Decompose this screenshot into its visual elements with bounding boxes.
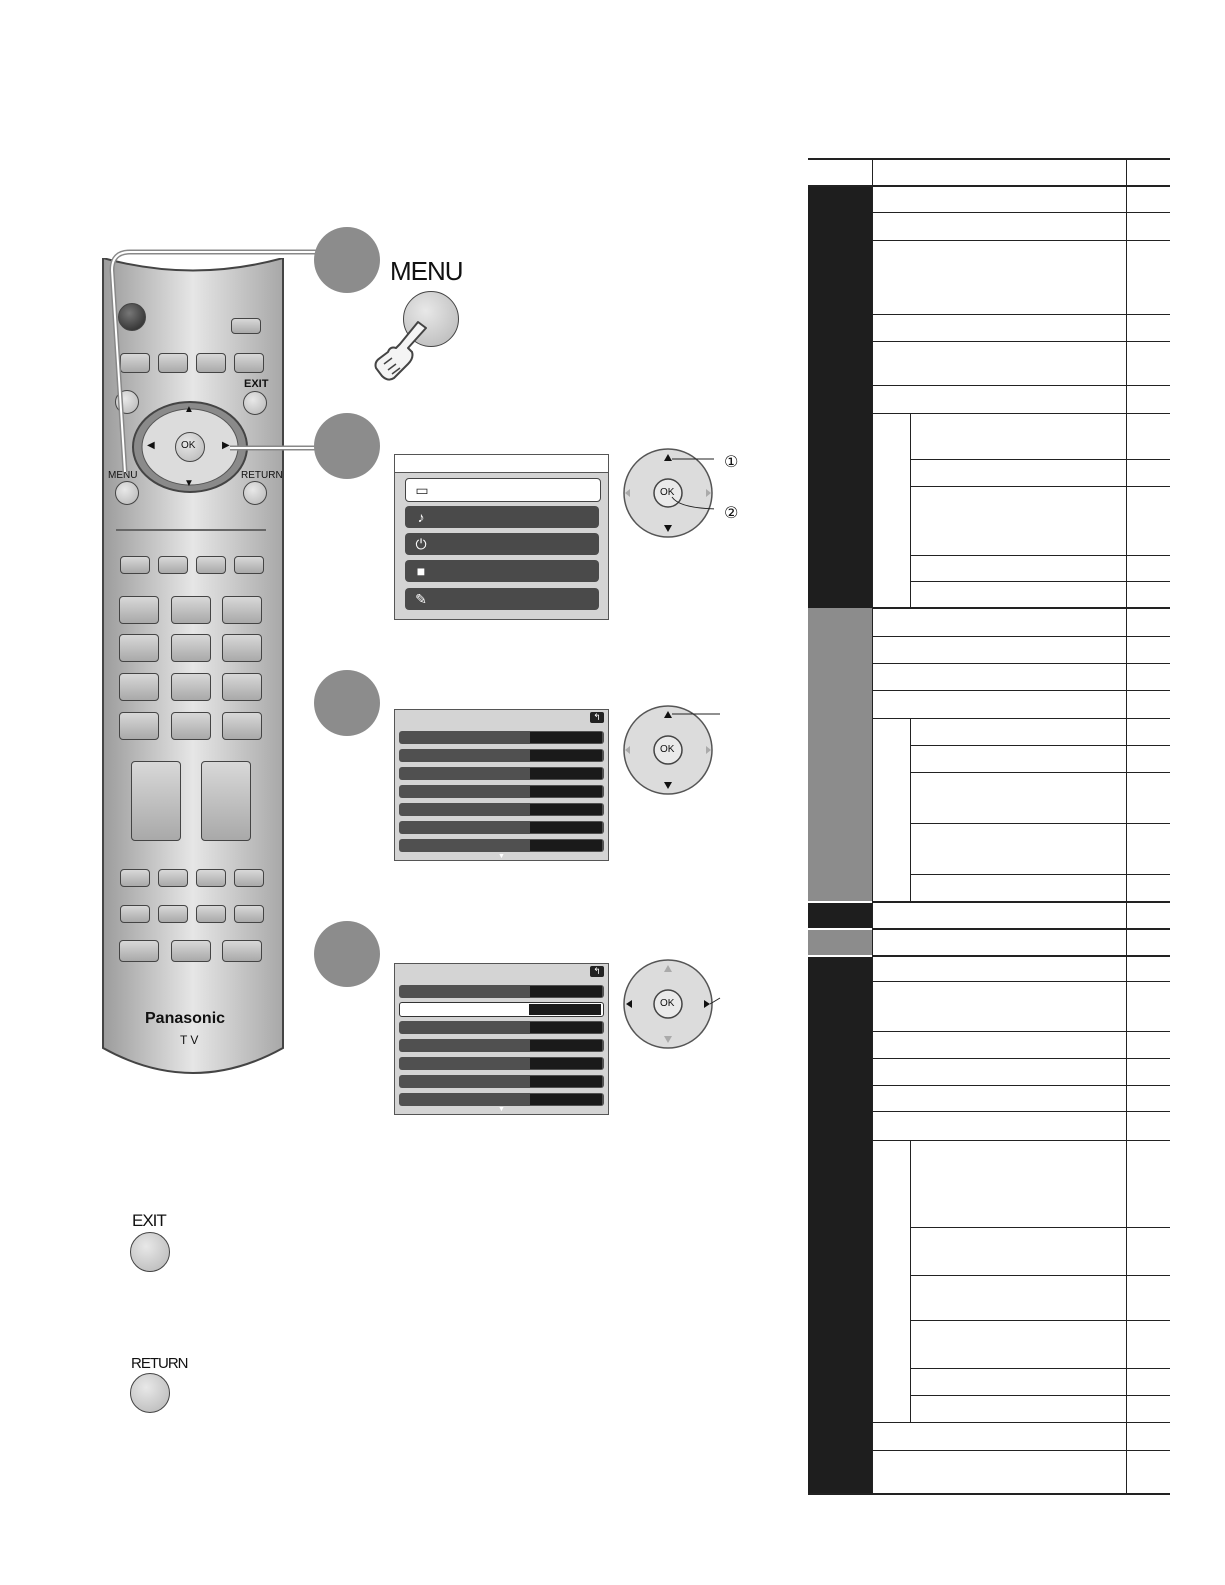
picture-icon: ▭: [415, 482, 429, 498]
table-row-rule: [910, 1275, 1170, 1276]
exit-button[interactable]: [130, 1232, 170, 1272]
table-row-rule: [872, 690, 1170, 691]
remote-button[interactable]: [196, 869, 226, 887]
remote-up-arrow[interactable]: ▲: [184, 404, 194, 415]
table-bottom-rule: [808, 1493, 1170, 1495]
remote-button[interactable]: [158, 905, 188, 923]
return-button[interactable]: [130, 1373, 170, 1413]
table-category-audio: [808, 608, 872, 901]
table-subdivider: [910, 414, 911, 608]
marker-one: ①: [724, 454, 739, 471]
submenu-row[interactable]: [399, 1039, 604, 1052]
table-row-rule: [872, 1450, 1170, 1451]
remote-brand: Panasonic: [145, 1010, 226, 1027]
table-row-rule: [872, 718, 1170, 719]
submenu-row[interactable]: [399, 785, 604, 798]
return-label: RETURN: [131, 1355, 188, 1372]
number-key[interactable]: [222, 712, 262, 740]
table-row-rule: [910, 772, 1170, 773]
table-row-rule: [910, 581, 1170, 582]
table-row-rule: [872, 212, 1170, 213]
table-row-rule: [872, 636, 1170, 637]
step-4-circle: [314, 921, 380, 987]
table-row-rule: [910, 1320, 1170, 1321]
remote-button[interactable]: [119, 940, 159, 962]
back-icon[interactable]: ↰: [590, 712, 604, 723]
table-category-setup: [808, 957, 872, 1495]
table-section-rule: [872, 928, 1170, 930]
table-row-rule: [872, 1085, 1170, 1086]
menu-item-timer[interactable]: [405, 533, 599, 555]
submenu-row[interactable]: [399, 1075, 604, 1088]
main-menu-header: [395, 455, 608, 473]
menu-item-audio[interactable]: [405, 506, 599, 528]
menu-button-label: MENU: [390, 256, 463, 286]
remote-ok-label: OK: [181, 440, 196, 451]
scroll-down-icon: ▼: [498, 853, 505, 860]
number-key[interactable]: [119, 596, 159, 624]
table-row-rule: [872, 1031, 1170, 1032]
menu-item-picture[interactable]: [405, 478, 601, 502]
main-menu-screen: [394, 454, 609, 620]
back-icon[interactable]: ↰: [590, 966, 604, 977]
table-row-rule: [872, 1422, 1170, 1423]
table-row-rule: [872, 341, 1170, 342]
timer-icon: ⏻: [415, 536, 427, 552]
remote-button[interactable]: [171, 940, 211, 962]
remote-exit-label: EXIT: [244, 378, 269, 390]
remote-button[interactable]: [158, 556, 188, 574]
submenu-row[interactable]: [399, 839, 604, 852]
number-key[interactable]: [222, 673, 262, 701]
table-row-rule: [872, 1111, 1170, 1112]
remote-button[interactable]: [120, 905, 150, 923]
setup-icon: ✎: [415, 591, 427, 607]
submenu-row[interactable]: [399, 749, 604, 762]
marker-two: ②: [724, 505, 739, 522]
table-row-rule: [910, 1368, 1170, 1369]
table-row-rule: [910, 555, 1170, 556]
remote-down-arrow[interactable]: ▼: [184, 478, 194, 489]
number-key[interactable]: [119, 634, 159, 662]
table-row-rule: [872, 413, 1170, 414]
volume-rocker[interactable]: [131, 761, 181, 841]
number-key[interactable]: [119, 712, 159, 740]
number-key[interactable]: [119, 673, 159, 701]
number-key[interactable]: [222, 634, 262, 662]
remote-menu-label: MENU: [108, 470, 138, 481]
step2-ok-label: OK: [660, 487, 675, 498]
remote-button[interactable]: [234, 556, 264, 574]
remote-button[interactable]: [234, 905, 264, 923]
menu-structure-table: [808, 158, 1170, 1495]
table-section-rule: [872, 607, 1170, 609]
submenu-row[interactable]: [399, 1057, 604, 1070]
step-3-circle: [314, 670, 380, 736]
table-category-timer: [808, 903, 872, 928]
step3-ok-label: OK: [660, 744, 675, 755]
table-row-rule: [910, 1395, 1170, 1396]
remote-button[interactable]: [196, 556, 226, 574]
remote-button[interactable]: [196, 905, 226, 923]
submenu-row[interactable]: [399, 1093, 604, 1106]
number-key[interactable]: [222, 596, 262, 624]
submenu-row[interactable]: [399, 767, 604, 780]
table-row-rule: [872, 314, 1170, 315]
table-row-rule: [872, 240, 1170, 241]
table-category-lock: [808, 930, 872, 955]
table-category-picture: [808, 187, 872, 608]
number-key[interactable]: [171, 596, 211, 624]
table-row-rule: [910, 1227, 1170, 1228]
remote-button[interactable]: [120, 869, 150, 887]
table-section-rule: [872, 955, 1170, 957]
audio-icon: ♪: [417, 509, 425, 525]
channel-rocker[interactable]: [201, 761, 251, 841]
number-key[interactable]: [171, 634, 211, 662]
scroll-down-icon: ▼: [498, 1106, 505, 1113]
table-row-rule: [910, 874, 1170, 875]
number-key[interactable]: [171, 712, 211, 740]
remote-left-arrow[interactable]: ◀: [147, 440, 155, 451]
submenu-row[interactable]: [399, 731, 604, 744]
table-row-rule: [872, 1140, 1170, 1141]
submenu-row[interactable]: [399, 821, 604, 834]
remote-button[interactable]: [120, 556, 150, 574]
table-row-rule: [910, 823, 1170, 824]
table-row-rule: [872, 1058, 1170, 1059]
remote-return-label: RETURN: [241, 470, 283, 481]
submenu-row[interactable]: [399, 803, 604, 816]
remote-right-arrow[interactable]: ▶: [222, 440, 230, 451]
step-1-circle: [314, 227, 380, 293]
number-key[interactable]: [171, 673, 211, 701]
remote-button[interactable]: [158, 869, 188, 887]
menu-item-setup[interactable]: [405, 588, 599, 610]
table-row-rule: [872, 663, 1170, 664]
table-row-rule: [910, 745, 1170, 746]
table-rule: [808, 158, 1170, 160]
pointing-hand-icon: [372, 318, 432, 384]
submenu-screen-step3: [394, 709, 609, 861]
remote-tv-label: TV: [180, 1033, 202, 1047]
table-subdivider: [910, 1140, 911, 1422]
table-row-rule: [872, 981, 1170, 982]
remote-button[interactable]: [222, 940, 262, 962]
submenu-row[interactable]: [399, 1021, 604, 1034]
table-section-rule: [872, 901, 1170, 903]
submenu-row-selected[interactable]: [399, 1002, 604, 1017]
table-divider: [1126, 158, 1127, 1495]
remote-button[interactable]: [234, 869, 264, 887]
lock-icon: ■: [416, 563, 426, 579]
submenu-screen-step4: [394, 963, 609, 1115]
step4-ok-label: OK: [660, 998, 675, 1009]
table-row-rule: [910, 459, 1170, 460]
table-row-rule: [872, 385, 1170, 386]
table-divider: [872, 158, 873, 1495]
menu-item-lock[interactable]: [405, 560, 599, 582]
step-2-circle: [314, 413, 380, 479]
submenu-row[interactable]: [399, 985, 604, 998]
table-row-rule: [910, 486, 1170, 487]
exit-label: EXIT: [132, 1211, 166, 1230]
table-rule: [808, 185, 1170, 187]
